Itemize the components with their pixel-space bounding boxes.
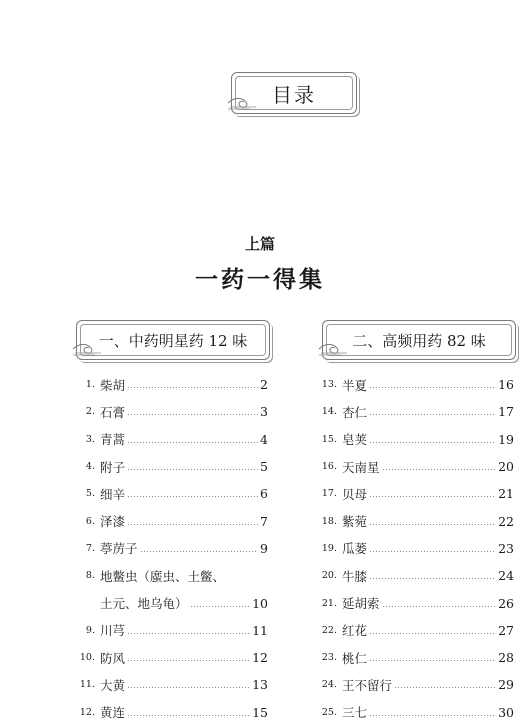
- entry-name: 青蒿: [100, 432, 126, 448]
- entry-number: 13.: [321, 379, 337, 391]
- leader-dots: [127, 387, 258, 388]
- leader-dots: [127, 496, 258, 497]
- entry-name: 贝母: [342, 486, 368, 502]
- toc-entry[interactable]: [78, 398, 268, 425]
- entry-number: 16.: [321, 461, 337, 473]
- toc-entry[interactable]: [78, 699, 268, 726]
- leader-dots: [369, 715, 496, 716]
- entry-name: 瓜蒌: [342, 541, 368, 557]
- entry-name: 杏仁: [342, 404, 368, 420]
- toc-entry[interactable]: [318, 453, 514, 480]
- entry-page: 21: [498, 486, 514, 502]
- entry-page: 19: [498, 431, 514, 447]
- leader-dots: [382, 469, 497, 470]
- entry-number: 21.: [321, 597, 337, 609]
- entry-page: 26: [498, 595, 514, 611]
- entry-name: 地鳖虫（䗪虫、土鳖、: [100, 568, 226, 584]
- entry-name: 紫菀: [342, 514, 368, 530]
- toc-entry[interactable]: [318, 644, 514, 671]
- entry-name: 王不留行: [342, 677, 393, 693]
- leader-dots: [369, 442, 496, 443]
- entry-page: 29: [498, 677, 514, 693]
- toc-entry[interactable]: [318, 398, 514, 425]
- leader-dots: [369, 524, 496, 525]
- entry-name: 大黄: [100, 677, 126, 693]
- part-label: 上篇: [244, 235, 275, 253]
- toc-entry[interactable]: [78, 535, 268, 562]
- entry-number: 10.: [79, 652, 95, 664]
- entry-page: 12: [252, 650, 268, 666]
- toc-entry[interactable]: [78, 426, 268, 453]
- entry-number: 24.: [321, 679, 337, 691]
- entry-page: 4: [260, 431, 268, 447]
- entry-page: 3: [260, 404, 268, 420]
- entry-page: 13: [252, 677, 268, 693]
- toc-entry[interactable]: [78, 453, 268, 480]
- entry-page: 23: [498, 540, 514, 556]
- entry-number: 19.: [321, 542, 337, 554]
- leader-dots: [369, 578, 496, 579]
- toc-entry[interactable]: [318, 535, 514, 562]
- entry-page: 6: [260, 486, 268, 502]
- toc-entry[interactable]: [318, 589, 514, 616]
- section-heading-1: 一、中药明星药 12 味: [98, 331, 248, 350]
- toc-entry[interactable]: [318, 480, 514, 507]
- entry-number: 25.: [321, 706, 337, 718]
- entry-name: 桃仁: [342, 650, 368, 666]
- scroll-ornament-icon: [317, 339, 351, 357]
- toc-title-box: [231, 72, 357, 114]
- toc-column-left: [78, 371, 268, 726]
- entry-page: 24: [498, 568, 514, 584]
- entry-name: 石膏: [100, 404, 126, 420]
- toc-entry[interactable]: [78, 671, 268, 698]
- entry-name: 细辛: [100, 486, 126, 502]
- entry-number: 2.: [85, 406, 95, 418]
- leader-dots: [127, 524, 258, 525]
- entry-page: 10: [252, 595, 268, 611]
- toc-entry[interactable]: [78, 562, 268, 589]
- toc-entry[interactable]: [318, 699, 514, 726]
- leader-dots: [127, 469, 258, 470]
- leader-dots: [369, 633, 496, 634]
- entry-name: 延胡索: [342, 596, 380, 612]
- toc-entry[interactable]: [78, 480, 268, 507]
- leader-dots: [369, 414, 496, 415]
- entry-name: 防风: [100, 650, 126, 666]
- leader-dots: [127, 414, 258, 415]
- entry-page: 11: [252, 622, 268, 638]
- entry-number: 12.: [79, 706, 95, 718]
- part-title: 一药一得集: [195, 267, 325, 293]
- toc-entry[interactable]: [78, 617, 268, 644]
- entry-page: 22: [498, 513, 514, 529]
- entry-page: 30: [498, 704, 514, 720]
- entry-name: 黄连: [100, 705, 126, 721]
- entry-name: 红花: [342, 623, 368, 639]
- leader-dots: [190, 606, 251, 607]
- section-heading-box-1: [76, 320, 270, 360]
- leader-dots: [127, 442, 258, 443]
- entry-number: 6.: [85, 515, 95, 527]
- entry-number: 11.: [79, 679, 95, 691]
- toc-entry[interactable]: [318, 671, 514, 698]
- entry-number: 1.: [85, 379, 95, 391]
- entry-page: 27: [498, 622, 514, 638]
- leader-dots: [369, 387, 496, 388]
- entry-name: 柴胡: [100, 377, 126, 393]
- entry-page: 20: [498, 459, 514, 475]
- leader-dots: [127, 633, 250, 634]
- entry-name: 葶苈子: [100, 541, 138, 557]
- toc-entry-continuation[interactable]: [78, 589, 268, 616]
- toc-column-right: [318, 371, 514, 726]
- entry-name: 川芎: [100, 623, 126, 639]
- entry-number: 18.: [321, 515, 337, 527]
- entry-name: 附子: [100, 459, 126, 475]
- entry-number: 4.: [85, 461, 95, 473]
- entry-name: 牛膝: [342, 568, 368, 584]
- entry-page: 2: [260, 377, 268, 393]
- leader-dots: [127, 715, 250, 716]
- toc-entry[interactable]: [318, 562, 514, 589]
- entry-page: 5: [260, 459, 268, 475]
- leader-dots: [369, 496, 496, 497]
- entry-number: 20.: [321, 570, 337, 582]
- entry-name: 三七: [342, 705, 368, 721]
- toc-title: 目录: [272, 82, 316, 107]
- entry-page: 28: [498, 650, 514, 666]
- section-heading-2: 二、高频用药 82 味: [352, 331, 486, 350]
- entry-number: 14.: [321, 406, 337, 418]
- entry-number: 5.: [85, 488, 95, 500]
- leader-dots: [127, 687, 250, 688]
- toc-entry[interactable]: [318, 507, 514, 534]
- leader-dots: [369, 551, 496, 552]
- toc-entry[interactable]: [78, 371, 268, 398]
- entry-name: 泽漆: [100, 514, 126, 530]
- entry-number: 23.: [321, 652, 337, 664]
- toc-entry[interactable]: [318, 371, 514, 398]
- entry-number: 9.: [85, 624, 95, 636]
- entry-page: 17: [498, 404, 514, 420]
- entry-number: 3.: [85, 433, 95, 445]
- entry-number: 22.: [321, 624, 337, 636]
- entry-number: 15.: [321, 433, 337, 445]
- entry-number: 8.: [85, 570, 95, 582]
- entry-name: 皂荚: [342, 432, 368, 448]
- leader-dots: [140, 551, 259, 552]
- scroll-ornament-icon: [226, 93, 260, 111]
- entry-page: 15: [252, 704, 268, 720]
- toc-entry[interactable]: [78, 644, 268, 671]
- entry-name: 天南星: [342, 459, 380, 475]
- entry-page: 9: [260, 540, 268, 556]
- entry-page: 7: [260, 513, 268, 529]
- leader-dots: [127, 660, 250, 661]
- entry-name: 土元、地乌龟）: [100, 596, 188, 612]
- toc-entry[interactable]: [78, 507, 268, 534]
- toc-entry[interactable]: [318, 617, 514, 644]
- leader-dots: [382, 606, 497, 607]
- entry-name: 半夏: [342, 377, 368, 393]
- leader-dots: [369, 660, 496, 661]
- entry-page: 16: [498, 377, 514, 393]
- section-heading-box-2: [322, 320, 516, 360]
- leader-dots: [394, 687, 496, 688]
- entry-number: 7.: [85, 542, 95, 554]
- toc-entry[interactable]: [318, 426, 514, 453]
- entry-number: 17.: [321, 488, 337, 500]
